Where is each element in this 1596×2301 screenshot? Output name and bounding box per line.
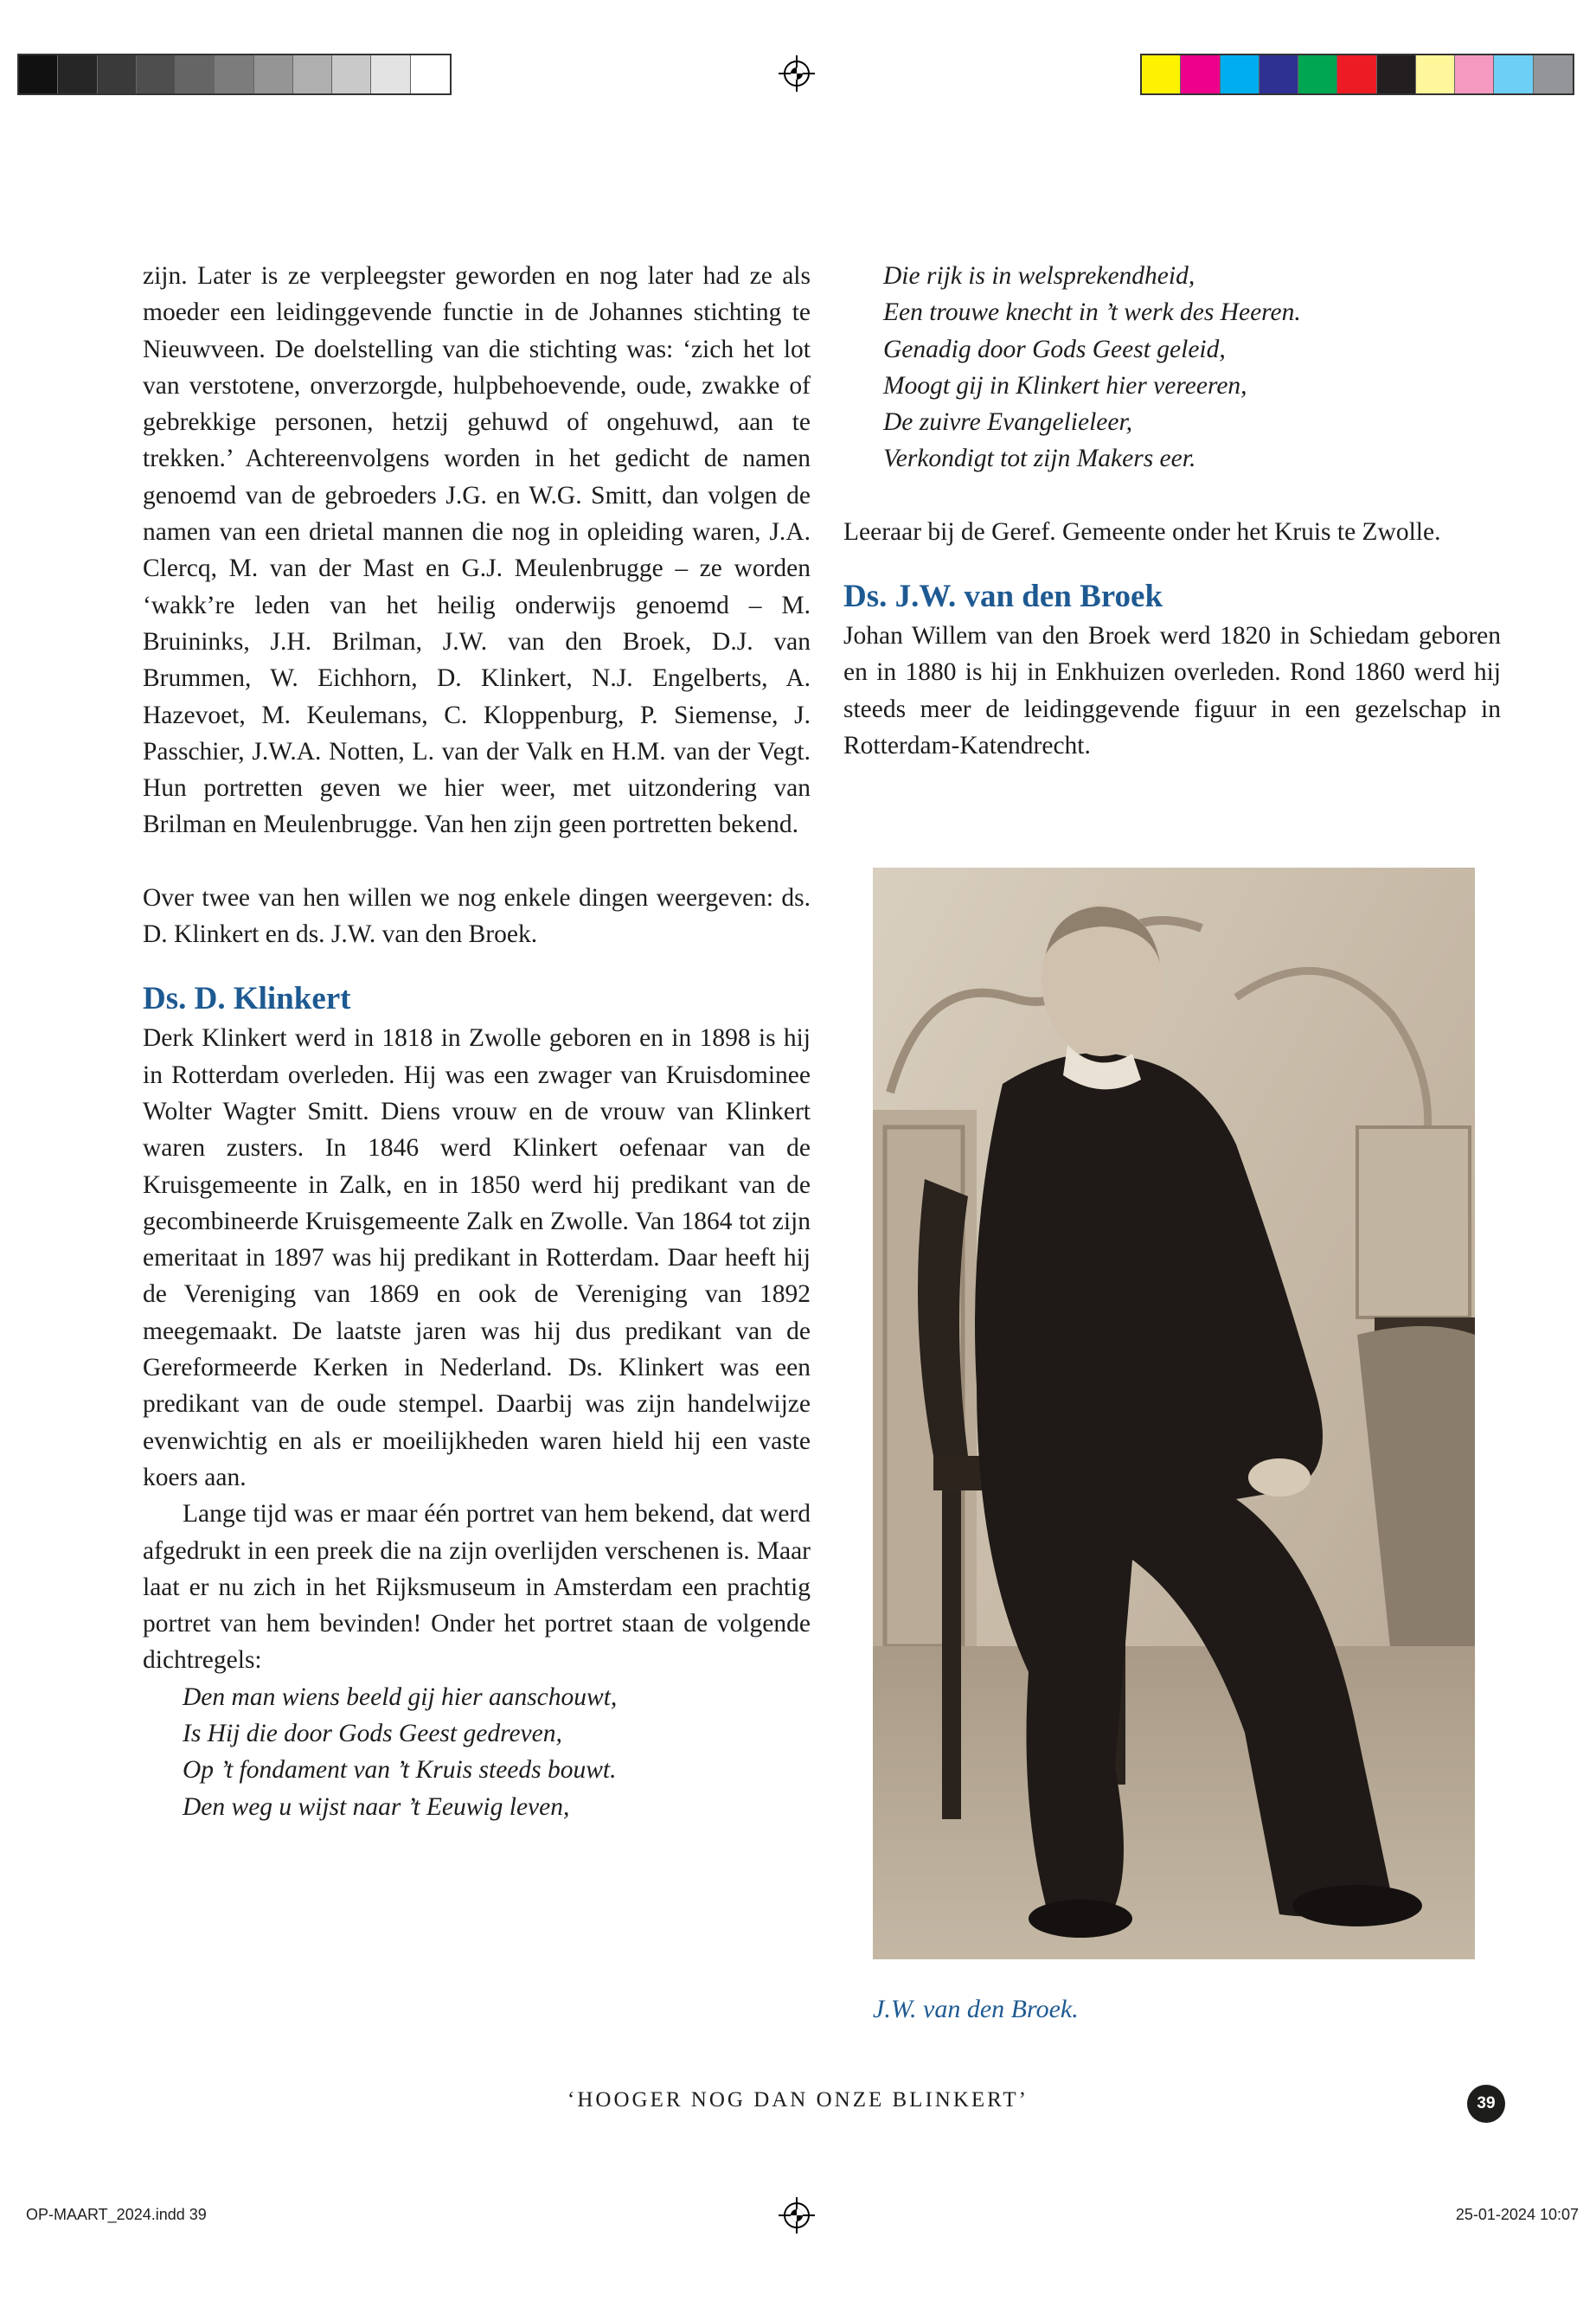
color-swatch-1 — [1181, 55, 1220, 93]
right-text-column — [843, 258, 1501, 764]
paragraph-klinkert-portrait: Lange tijd was er maar één portret van hem bekend, dat werd afgedrukt in een preek die na zijn overlijden verschenen is. Maar laat er nu zich in het Rijksmuseum in Amsterdam een prachtig portret van hem bevinden! Onder het portret staan de volgende dichtregels: — [143, 1500, 811, 1675]
gray-swatch-4 — [176, 55, 215, 93]
color-swatch-9 — [1494, 55, 1533, 93]
color-swatch-3 — [1259, 55, 1298, 93]
color-swatch-6 — [1377, 55, 1416, 93]
color-swatch-8 — [1455, 55, 1494, 93]
verse-line: Den man wiens beeld gij hier aanschouwt, — [183, 1682, 618, 1711]
paragraph-van-den-broek-bio: Johan Willem van den Broek werd 1820 in Schiedam geboren en in 1880 is hij in Enkhuizen overleden. Rond 1860 werd hij steeds meer de leidinggevende figuur in een gezelschap in Rotterdam-Katendrecht. — [843, 622, 1501, 760]
gray-swatch-10 — [411, 55, 450, 93]
paragraph-two-of-them: Over twee van hen willen we nog enkele dingen weergeven: ds. D. Klinkert en ds. J.W. van den Broek. — [143, 883, 811, 949]
gray-swatch-3 — [137, 55, 176, 93]
page-number: 39 — [1467, 2085, 1505, 2123]
verse-right — [883, 258, 1501, 478]
registration-mark-bottom-icon — [779, 2197, 815, 2234]
grayscale-control-strip — [17, 54, 452, 95]
verse-line: Op ’t fondament van ’t Kruis steeds bouwt. — [183, 1756, 617, 1785]
gray-swatch-9 — [371, 55, 410, 93]
left-text-column — [143, 258, 811, 1825]
photo-caption: J.W. van den Broek. — [873, 1995, 1079, 2023]
gray-swatch-0 — [19, 55, 58, 93]
color-swatch-7 — [1416, 55, 1455, 93]
verse-line: De zuivre Evangelieleer, — [883, 408, 1133, 437]
verse-line: Genadig door Gods Geest geleid, — [883, 335, 1226, 363]
color-swatch-0 — [1142, 55, 1181, 93]
gray-swatch-1 — [58, 55, 97, 93]
registration-mark-top-icon — [779, 55, 815, 92]
color-swatch-4 — [1298, 55, 1337, 93]
verse-left — [183, 1679, 811, 1825]
slug-file-info: OP-MAART_2024.indd 39 — [26, 2206, 207, 2223]
heading-van-den-broek: Ds. J.W. van den Broek — [843, 579, 1163, 615]
gray-swatch-2 — [98, 55, 137, 93]
portrait-photo — [873, 868, 1475, 1959]
color-control-strip — [1140, 54, 1574, 95]
heading-klinkert: Ds. D. Klinkert — [143, 981, 351, 1017]
color-swatch-10 — [1534, 55, 1573, 93]
paragraph-leeraar: Leeraar bij de Geref. Gemeente onder het Kruis te Zwolle. — [843, 517, 1441, 546]
gray-swatch-8 — [332, 55, 371, 93]
gray-swatch-5 — [215, 55, 253, 93]
verse-line: Is Hij die door Gods Geest gedreven, — [183, 1719, 562, 1747]
paragraph-intro: zijn. Later is ze verpleegster geworden en nog later had ze als moeder een leidinggevende functie in de Johannes stichting te Nieuwveen. De doelstelling van die stichting was: ‘zich het lot van verstotene, onverzorgde, hulpbehoevende, oude, zwakke of gebrekkige personen, hetzij gehuwd of ongehuwd, aan te trekken.’ Achtereenvolgens worden in het gedicht de namen genoemd van de gebroeders J.G. en W.G. Smitt, dan volgen de namen van een drietal mannen die nog in opleiding waren, J.A. Clercq, M. van der Mast en G.J. Meulenbrugge – ze worden ‘wakk’re leden van het heilig onderwijs genoemd – M. Bruininks, J.H. Brilman, J.W. van den Broek, D.J. van Brummen, W. Eichhorn, D. Klinkert, N.J. Engelberts, A. Hazevoet, M. Keulemans, C. Kloppenburg, P. Siemense, J. Passchier, J.W.A. Notten, L. van der Valk en H.M. van der Vegt. Hun portretten geven we hier weer, met uitzondering van Brilman en Meulenbrugge. Van hen zijn geen portretten bekend. — [143, 262, 811, 839]
color-swatch-5 — [1337, 55, 1376, 93]
gray-swatch-6 — [254, 55, 293, 93]
gray-swatch-7 — [293, 55, 332, 93]
verse-line: Den weg u wijst naar ’t Eeuwig leven, — [183, 1792, 570, 1821]
verse-line: Verkondigt tot zijn Makers eer. — [883, 445, 1196, 473]
verse-line: Die rijk is in welsprekendheid, — [883, 262, 1195, 290]
verse-line: Moogt gij in Klinkert hier vereeren, — [883, 371, 1247, 400]
color-swatch-2 — [1221, 55, 1259, 93]
verse-line: Een trouwe knecht in ’t werk des Heeren. — [883, 298, 1301, 327]
paragraph-klinkert-bio: Derk Klinkert werd in 1818 in Zwolle geboren en in 1898 is hij in Rotterdam overleden. Hij was een zwager van Kruisdominee Wolter Wagter Smitt. Diens vrouw en de vrouw van Klinkert waren zusters. In 1846 werd Klinkert oefenaar van de Kruisgemeente in Zalk, en in 1850 werd hij predikant van de gecombineerde Kruisgemeente Zalk en Zwolle. Van 1864 tot zijn emeritaat in 1897 was hij predikant in Rotterdam. Daar heeft hij de Vereniging van 1869 en ook de Vereniging van 1892 meegemaakt. De laatste jaren was hij dus predikant van de Gereformeerde Kerken in Nederland. Ds. Klinkert was een predikant van de oude stempel. Daarbij was zijn handelwijze evenwichtig en als er moeilijkheden waren hield hij een vaste koers aan. — [143, 1024, 811, 1491]
running-title: ‘HOOGER NOG DAN ONZE BLINKERT’ — [567, 2088, 1029, 2112]
slug-date-info: 25-01-2024 10:07 — [1455, 2206, 1579, 2223]
